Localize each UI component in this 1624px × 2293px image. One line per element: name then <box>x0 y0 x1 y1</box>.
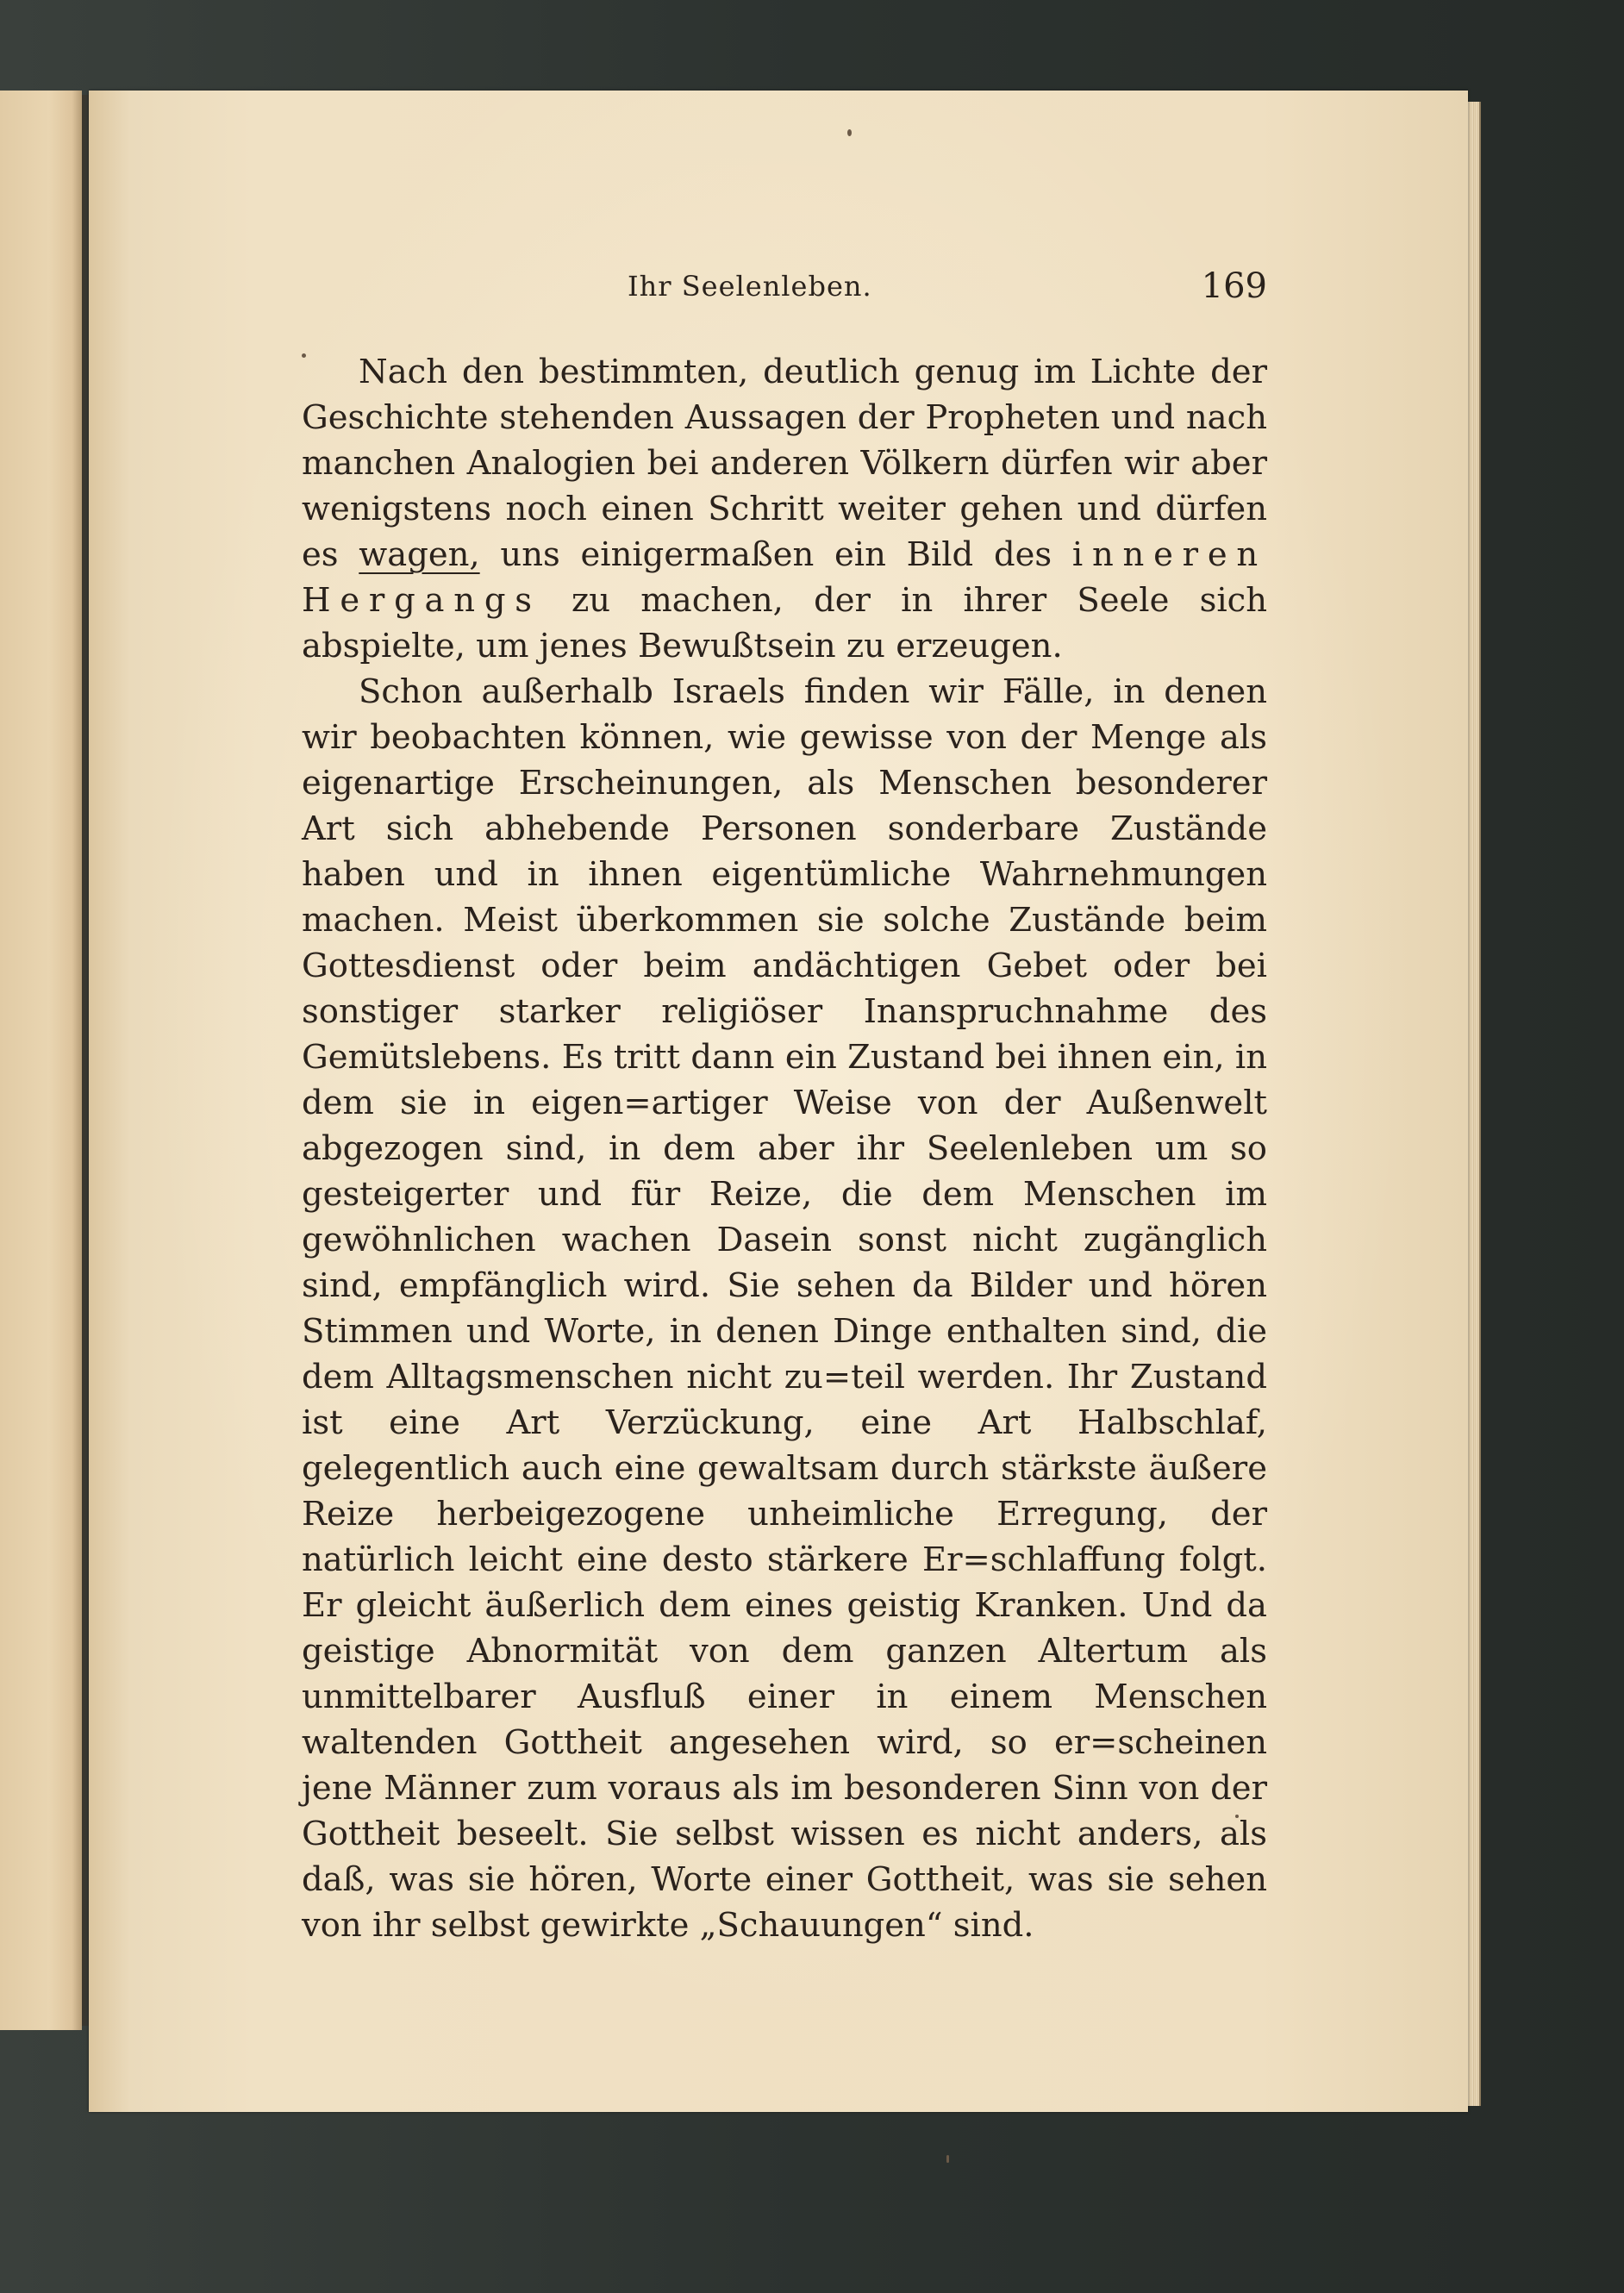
spaced-emphasis: inneren Hergangs <box>302 535 1268 620</box>
text-block <box>302 263 1267 1948</box>
paragraph-1 <box>302 349 1267 669</box>
running-head <box>302 263 1267 349</box>
page-number: 169 <box>1201 266 1267 306</box>
paragraph-1-text-a: Nach den bestimmten, deutlich genug im Lichte der Geschichte stehenden Aussagen der Propheten und nach manchen Analogien bei anderen Völkern dürfen wir aber wenigstens noch einen Schritt weiter gehen und dürfen es <box>302 353 1267 574</box>
paper-speck <box>946 2155 949 2163</box>
paragraph-1-text-b: uns einigermaßen ein Bild des <box>479 535 1072 574</box>
previous-page-edge <box>0 91 82 2030</box>
paragraph-2: Schon außerhalb Israels finden wir Fälle, in denen wir beobachten können, wie gewisse von der Menge als eigenartige Erscheinungen, als Menschen besonderer Art sich abhebende Personen sonderbare Zustände haben und in ihnen eigentümliche Wahrnehmungen machen. Meist überkommen sie solche Zustände beim Gottesdienst oder beim andächtigen Gebet oder bei sonstiger starker religiöser Inanspruchnahme des Gemütslebens. Es tritt dann ein Zustand bei ihnen ein, in dem sie in eigen=artiger Weise von der Außenwelt abgezogen sind, in dem aber ihr Seelenleben um so gesteigerter und für Reize, die dem Menschen im gewöhnlichen wachen Dasein sonst nicht zugänglich sind, empfänglich wird. Sie sehen da Bilder und hören Stimmen und Worte, in denen Dinge enthalten sind, die dem Alltagsmenschen nicht zu=teil werden. Ihr Zustand ist eine Art Verzückung, eine Art Halbschlaf, gelegentlich auch eine gewaltsam durch stärkste äußere Reize herbeigezogene unheimliche Erregung, der natürlich leicht eine desto stärkere Er=schlaffung folgt. Er gleicht äußerlich dem eines geistig Kranken. Und da geistige Abnormität von dem ganzen Altertum als unmittelbarer Ausfluß einer in einem Menschen waltenden Gottheit angesehen wird, so er=scheinen jene Männer zum voraus als im besonderen Sinn von der Gottheit beseelt. Sie selbst wissen es nicht anders, als daß, was sie hören, Worte einer Gottheit, was sie sehen von ihr selbst gewirkte „Schauungen“ sind. <box>302 672 1267 1945</box>
book-page <box>89 91 1468 2112</box>
running-head-title: Ihr Seelenleben. <box>628 270 872 303</box>
paragraph-1-text-c: zu machen, der in ihrer Seele sich abspielte, um jenes Bewußtsein zu erzeugen. <box>302 581 1267 665</box>
paper-speck <box>847 129 852 136</box>
underlined-word: wagen, <box>359 535 480 574</box>
